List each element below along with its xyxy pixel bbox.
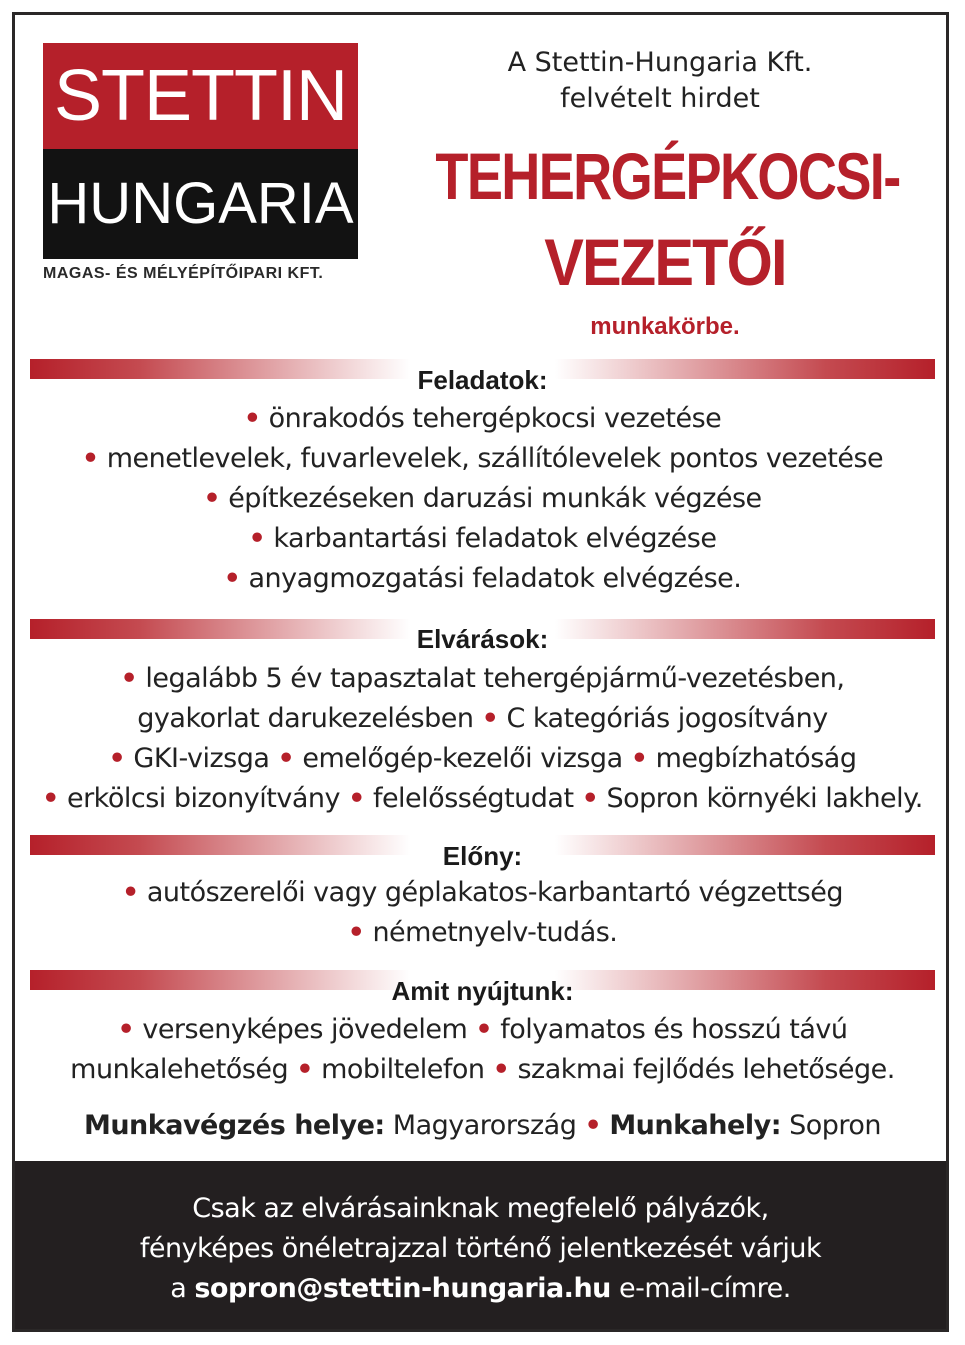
bullet-icon: • — [108, 743, 126, 774]
bullet-icon: • — [248, 523, 266, 554]
list-line: • erkölcsi bizonyítvány • felelősségtudat • Sopron környéki lakhely. — [42, 783, 923, 814]
footer-contact — [15, 1161, 946, 1329]
footer-line1: Csak az elvárásainknak megfelelő pályázók, — [192, 1193, 769, 1224]
elony-list — [30, 873, 935, 953]
list-item: • autószerelői vagy géplakatos-karbantartó végzettség — [121, 877, 843, 908]
feladatok-list — [30, 399, 935, 599]
bullet-icon: • — [223, 563, 241, 594]
job-ad — [12, 12, 949, 1332]
job-title-line2: VEZETŐI — [544, 225, 786, 299]
job-title-line1: TEHERGÉPKOCSI- — [435, 139, 900, 213]
work-place-value: Magyarország — [392, 1110, 577, 1141]
section-title-feladatok: Feladatok: — [417, 365, 548, 395]
contact-email-link[interactable]: sopron@stettin-hungaria.hu — [194, 1273, 611, 1304]
bullet-icon: • — [347, 917, 365, 948]
list-item: • németnyelv-tudás. — [347, 917, 618, 948]
section-title-elony: Előny: — [442, 841, 523, 871]
list-line: munkalehetőség • mobiltelefon • szakmai fejlődés lehetősége. — [70, 1054, 895, 1085]
job-title-line3: munkakörbe. — [590, 313, 740, 340]
list-item: • karbantartási feladatok elvégzése — [248, 523, 717, 554]
bullet-icon: • — [348, 783, 365, 814]
list-item: • építkezéseken daruzási munkák végzése — [203, 483, 762, 514]
logo-hungaria: HUNGARIA — [43, 149, 358, 259]
list-line: gyakorlat darukezelésben • C kategóriás jogosítvány — [137, 703, 828, 734]
work-site-value: Sopron — [789, 1110, 882, 1141]
bullet-icon: • — [492, 1054, 510, 1085]
list-line: • legalább 5 év tapasztalat tehergépjármű-vezetésben, — [120, 663, 845, 694]
bullet-icon: • — [277, 743, 295, 774]
bullet-icon: • — [475, 1014, 493, 1045]
bullet-icon: • — [581, 783, 599, 814]
bullet-icon: • — [120, 663, 138, 694]
section-title-elvarasok: Elvárások: — [416, 624, 549, 654]
bullet-icon: • — [630, 743, 648, 774]
logo-stettin: STETTIN — [43, 43, 358, 149]
elvarasok-list — [30, 659, 935, 819]
bullet-icon: • — [81, 443, 99, 474]
bullet-icon: • — [584, 1110, 602, 1141]
footer-line3: a sopron@stettin-hungaria.hu e-mail-címre. — [170, 1273, 791, 1304]
list-item: • menetlevelek, fuvarlevelek, szállítólevelek pontos vezetése — [81, 443, 884, 474]
work-site-label: Munkahely: — [609, 1110, 781, 1141]
company-logo — [43, 43, 358, 259]
bullet-icon: • — [117, 1014, 135, 1045]
list-item: • anyagmozgatási feladatok elvégzése. — [223, 563, 742, 594]
bullet-icon: • — [203, 483, 221, 514]
nyujtunk-list — [30, 1010, 935, 1090]
list-item: • önrakodós tehergépkocsi vezetése — [243, 403, 722, 434]
logo-subtitle: MAGAS- ÉS MÉLYÉPÍTŐIPARI KFT. — [43, 265, 324, 282]
bullet-icon: • — [42, 783, 59, 814]
section-title-nyujtunk: Amit nyújtunk: — [391, 976, 574, 1006]
header-company: A Stettin-Hungaria Kft. — [507, 47, 813, 78]
footer-line2: fényképes önéletrajzzal történő jelentkezését várjuk — [139, 1233, 822, 1264]
work-location — [30, 1110, 935, 1141]
list-line: • versenyképes jövedelem • folyamatos és hosszú távú — [117, 1014, 848, 1045]
bullet-icon: • — [481, 703, 499, 734]
list-line: • GKI-vizsga • emelőgép-kezelői vizsga • megbízhatóság — [108, 743, 857, 774]
bullet-icon: • — [243, 403, 261, 434]
header-announce: felvételt hirdet — [560, 83, 760, 114]
work-place-label: Munkavégzés helye: — [83, 1110, 385, 1141]
bullet-icon: • — [121, 877, 139, 908]
bullet-icon: • — [296, 1054, 314, 1085]
